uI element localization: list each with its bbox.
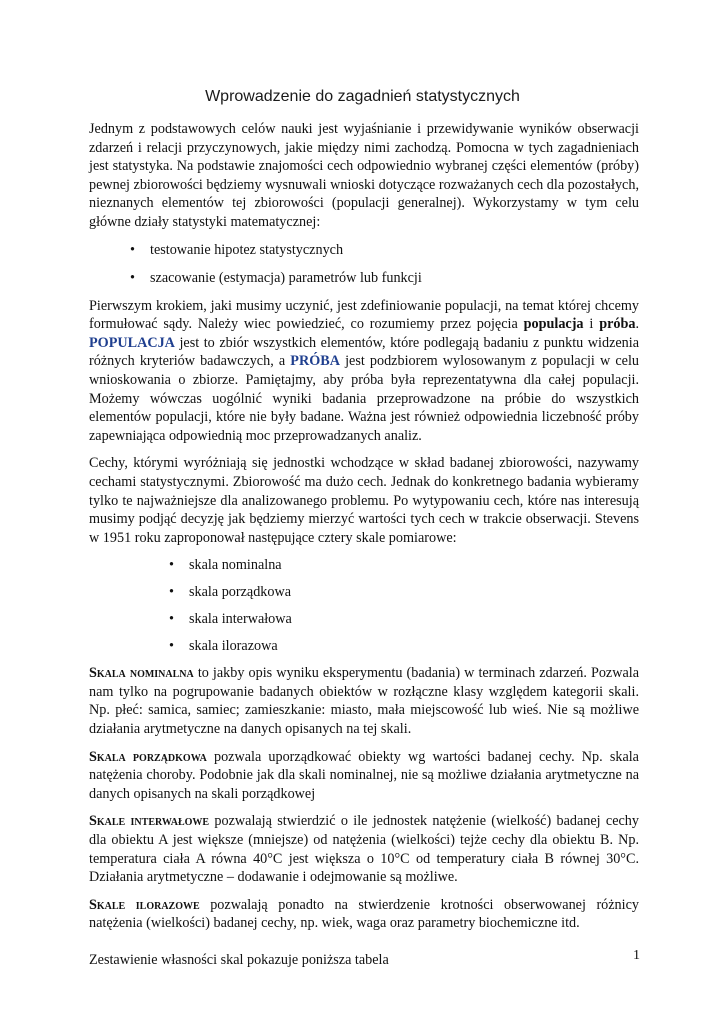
list-item-text: szacowanie (estymacja) parametrów lub funkcji	[150, 269, 422, 286]
ordinal-scale-paragraph	[89, 748, 639, 804]
document-title: Wprowadzenie do zagadnień statystycznych	[205, 88, 520, 105]
list-item-text: skala nominalna	[189, 557, 282, 574]
statistics-branches-list	[89, 241, 639, 287]
paragraph-text: jest to zbiór wszystkich elementów, które podlegają badaniu z punktu widzenia różnych kryteriów badawczych, a	[89, 334, 639, 370]
bullet-icon: •	[169, 638, 174, 655]
bullet-icon: •	[130, 241, 135, 258]
list-item	[89, 583, 639, 601]
paragraph-text: pozwalają stwierdzić o ile jednostek natężenie (wielkość) badanej cechy dla obiektu A jest większe (mniejsze) od natężenia (wielkości) tejże cechy dla obiektu B. Np. temperatura ciała A równa 40°C jest większa o 10°C od temperatury ciała B równej 30°C. Działania arytmetyczne – dodawanie i odejmowanie są możliwe.	[89, 813, 639, 886]
list-item-text: skala ilorazowa	[189, 638, 278, 655]
ratio-scale-paragraph	[89, 896, 639, 933]
page-number: 1	[633, 948, 640, 963]
list-item-text: skala porządkowa	[189, 584, 292, 601]
list-item-text: testowanie hipotez statystycznych	[150, 241, 344, 258]
term-sample: próba	[599, 316, 636, 333]
list-item-text: skala interwałowa	[189, 611, 292, 628]
paragraph-text: pozwala uporządkować obiekty wg wartości badanej cechy. Np. skala natężenia choroby. Podobnie jak dla skali nominalnej, nie są możliwe działania arytmetyczne na danych opisanych na skali porządkowej	[89, 748, 639, 802]
paragraph-text: to jakby opis wyniku eksperymentu (badania) w terminach zdarzeń. Pozwala nam tylko na pogrupowanie badanych obiektów w rozłączne klasy względem kategorii skali. Np. płeć: samica, samiec; zamieszkanie: miasto, mała miejscowość lub wieś. Nie są możliwe działania arytmetyczne na danych opisanych na tej skali.	[89, 665, 640, 738]
scale-term: Skala nominalna	[89, 665, 194, 682]
interval-scale-paragraph	[89, 812, 639, 886]
scale-term: Skale ilorazowe	[89, 896, 200, 913]
list-item	[89, 269, 639, 287]
measurement-scales-list	[89, 556, 639, 655]
list-item	[89, 241, 639, 259]
features-paragraph: Cechy, którymi wyróżniają się jednostki wchodzące w skład badanej zbiorowości, nazywamy cechami statystycznymi. Zbiorowość ma dużo cech. Jednak do konkretnego badania wybieramy tylko te najważniejsze dla analizowanego problemu. Po wytypowaniu cech, które nas interesują musimy podjąć decyzję jak będziemy mierzyć wartości tych cech w trakcie obserwacji. Stevens w 1951 roku zaproponował następujące cztery skale pomiarowe:	[89, 455, 639, 546]
list-item	[89, 610, 639, 628]
scale-term: Skala porządkowa	[89, 748, 207, 765]
paragraph-text: .	[635, 316, 639, 333]
bullet-icon: •	[169, 557, 174, 574]
paragraph-text: pozwalają ponadto na stwierdzenie krotności obserwowanej różnicy natężenia (wielkości) badanej cechy, np. wiek, waga oraz parametry biochemiczne itd.	[89, 896, 639, 932]
document-body	[89, 120, 639, 979]
paragraph-text: Pierwszym krokiem, jaki musimy uczynić, jest zdefiniowanie populacji, na temat której chcemy formułować sądy. Należy wiec powiedzieć, co rozumiemy przez pojęcia	[89, 297, 639, 333]
population-paragraph	[89, 297, 639, 446]
bullet-icon: •	[169, 584, 174, 601]
paragraph-text: jest podzbiorem wylosowanym z populacji w celu wnioskowania o zbiorze. Pamiętajmy, aby próba była reprezentatywna dla całej populacji. Możemy wówczas uogólnić wyniki badania przeprowadzone na próbie do wszystkich elementów populacji, które nie były badane. Ważna jest również odpowiednia liczebność próby zapewniająca odpowiednią moc przeprowadzanych analiz.	[89, 353, 639, 444]
list-item	[89, 556, 639, 574]
scale-term: Skale interwałowe	[89, 813, 210, 830]
keyword-sample: PRÓBA	[290, 353, 340, 370]
intro-paragraph: Jednym z podstawowych celów nauki jest wyjaśnianie i przewidywanie wyników obserwacji zdarzeń i relacji przyczynowych, jakie między nimi zachodzą. Pomocna w tych zagadnieniach jest statystyka. Na podstawie znajomości cech odpowiednio wybranej części elementów (próby) pewnej zbiorowości będziemy wysnuwali wnioski dotyczące rozważanych cech dla pozostałych, nieznanych elementów tej zbiorowości (populacji generalnej). Wykorzystamy w tym celu główne działy statystyki matematycznej:	[89, 121, 639, 230]
paragraph-text: i	[583, 316, 600, 333]
term-population: populacja	[523, 316, 584, 333]
bullet-icon: •	[130, 269, 135, 286]
closing-paragraph: Zestawienie własności skal pokazuje poniższa tabela	[89, 952, 389, 968]
bullet-icon: •	[169, 611, 174, 628]
nominal-scale-paragraph	[89, 664, 639, 738]
keyword-population: POPULACJA	[89, 334, 175, 351]
list-item	[89, 637, 639, 655]
